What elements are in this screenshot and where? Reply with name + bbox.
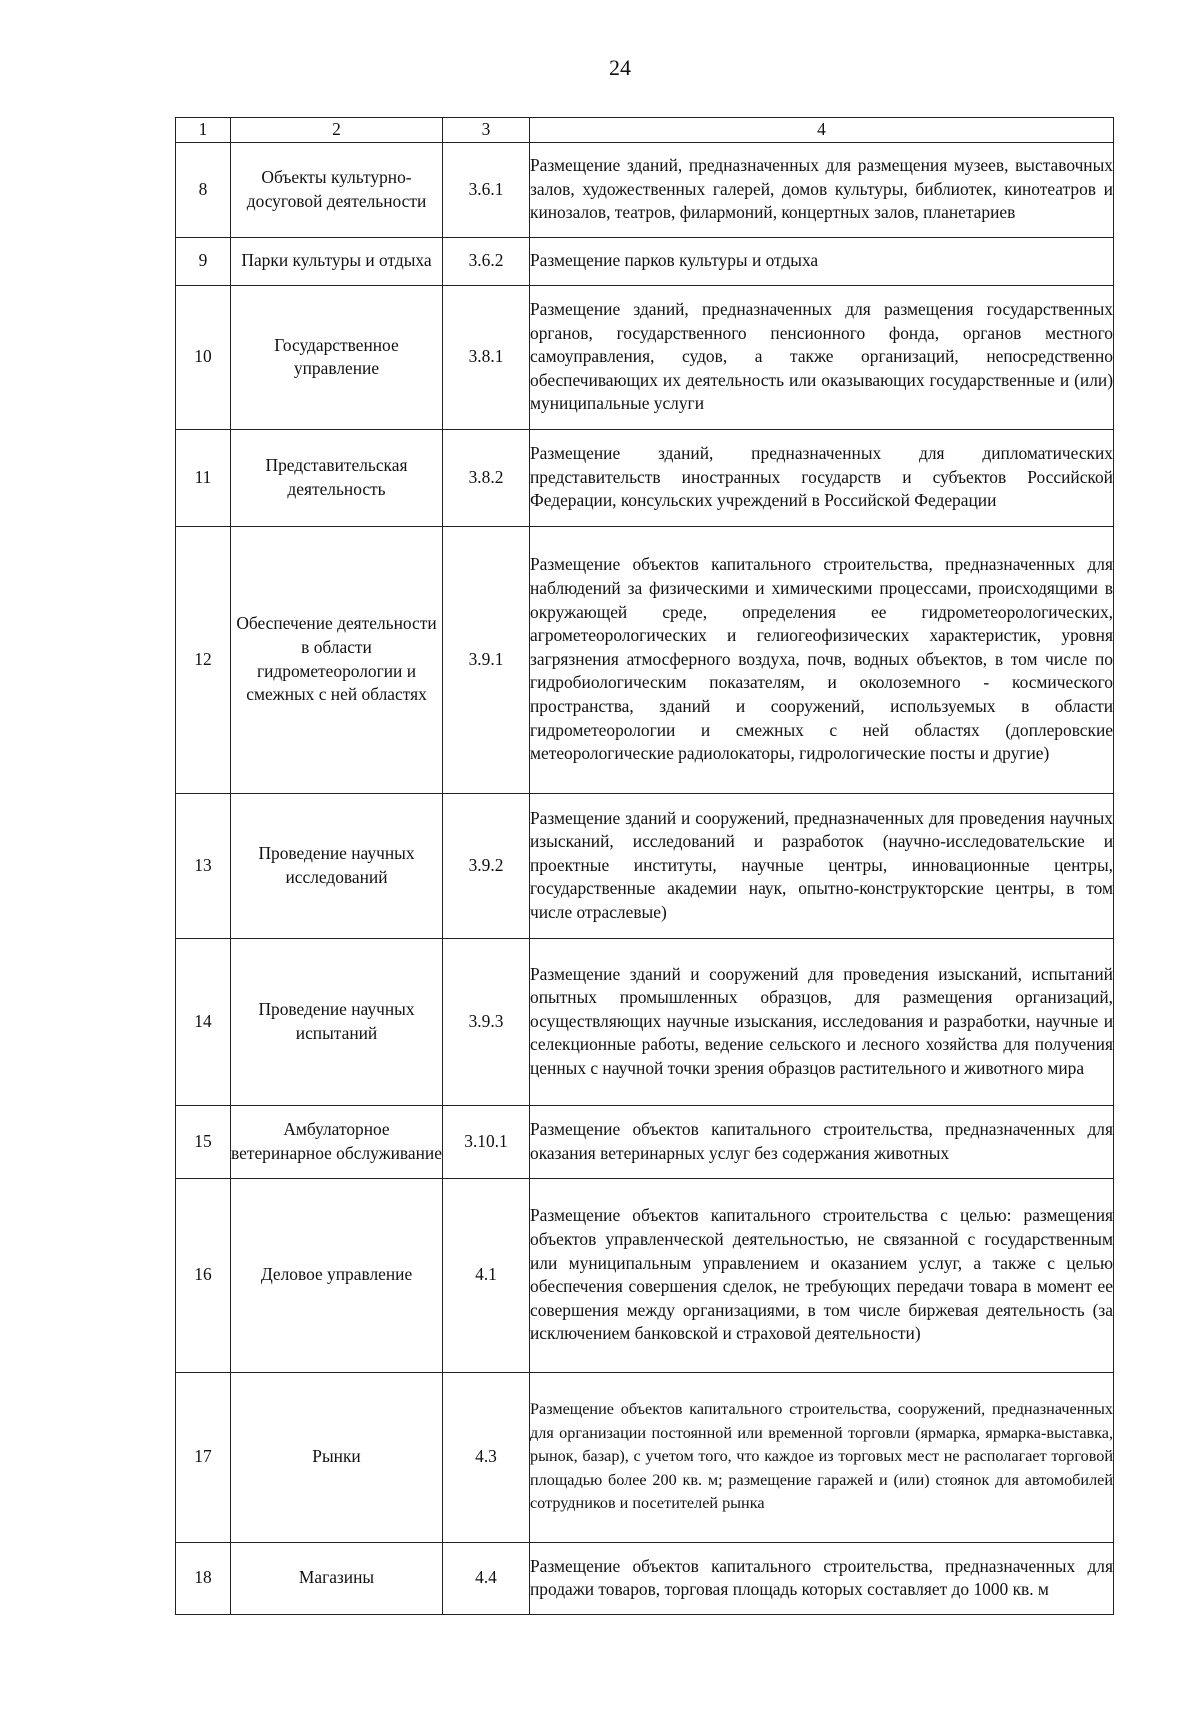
table-header-row bbox=[176, 118, 1114, 143]
row-number: 17 bbox=[176, 1372, 231, 1542]
header-cell-1: 1 bbox=[176, 118, 231, 143]
land-use-code: 3.10.1 bbox=[443, 1105, 530, 1178]
table-row bbox=[176, 429, 1114, 526]
land-use-description: Размещение парков культуры и отдыха bbox=[530, 237, 1114, 285]
row-number: 16 bbox=[176, 1178, 231, 1372]
table-row bbox=[176, 526, 1114, 793]
row-number: 9 bbox=[176, 237, 231, 285]
table-row bbox=[176, 1178, 1114, 1372]
row-number: 11 bbox=[176, 429, 231, 526]
row-number: 18 bbox=[176, 1542, 231, 1614]
land-use-description: Размещение объектов капитального строительства, предназначенных для наблюдений за физическими и химическими процессами, происходящими в окружающей среде, определения ее гидрометеорологических, агрометеорологических и гелиогеофизических характеристик, уровня загрязнения атмосферного воздуха, почв, водных объектов, в том числе по гидробиологическим показателям, и околоземного - космического пространства, зданий и сооружений, используемых в области гидрометеорологии и смежных с ней областях (доплеровские метеорологические радиолокаторы, гидрологические посты и другие) bbox=[530, 526, 1114, 793]
land-use-table bbox=[175, 117, 1114, 1615]
row-number: 12 bbox=[176, 526, 231, 793]
land-use-name: Объекты культурно-досуговой деятельности bbox=[231, 142, 443, 237]
table-row bbox=[176, 793, 1114, 938]
table-row bbox=[176, 142, 1114, 237]
table-row bbox=[176, 285, 1114, 429]
row-number: 10 bbox=[176, 285, 231, 429]
page-number: 24 bbox=[609, 55, 631, 80]
land-use-name: Представительская деятельность bbox=[231, 429, 443, 526]
table-row bbox=[176, 1372, 1114, 1542]
row-number: 8 bbox=[176, 142, 231, 237]
land-use-name: Парки культуры и отдыха bbox=[231, 237, 443, 285]
header-cell-4: 4 bbox=[530, 118, 1114, 143]
header-cell-2: 2 bbox=[231, 118, 443, 143]
land-use-name: Деловое управление bbox=[231, 1178, 443, 1372]
table-row bbox=[176, 1542, 1114, 1614]
land-use-name: Рынки bbox=[231, 1372, 443, 1542]
land-use-code: 4.1 bbox=[443, 1178, 530, 1372]
land-use-description: Размещение зданий, предназначенных для размещения государственных органов, государственного пенсионного фонда, органов местного самоуправления, судов, а также организаций, непосредственно обеспечивающих их деятельность или оказывающих государственные и (или) муниципальные услуги bbox=[530, 285, 1114, 429]
land-use-name: Проведение научных испытаний bbox=[231, 938, 443, 1105]
header-cell-3: 3 bbox=[443, 118, 530, 143]
row-number: 15 bbox=[176, 1105, 231, 1178]
land-use-description: Размещение объектов капитального строительства с целью: размещения объектов управленческой деятельностью, не связанной с государственным или муниципальным управлением и оказанием услуг, а также с целью обеспечения совершения сделок, не требующих передачи товара в момент ее совершения между организациями, в том числе биржевая деятельность (за исключением банковской и страховой деятельности) bbox=[530, 1178, 1114, 1372]
land-use-description: Размещение зданий и сооружений для проведения изысканий, испытаний опытных промышленных образцов, для размещения организаций, осуществляющих научные изыскания, исследования и разработки, научные и селекционные работы, ведение сельского и лесного хозяйства для получения ценных с научной точки зрения образцов растительного и животного мира bbox=[530, 938, 1114, 1105]
land-use-name: Амбулаторное ветеринарное обслуживание bbox=[231, 1105, 443, 1178]
land-use-code: 3.8.1 bbox=[443, 285, 530, 429]
land-use-description: Размещение объектов капитального строительства, предназначенных для оказания ветеринарных услуг без содержания животных bbox=[530, 1105, 1114, 1178]
row-number: 13 bbox=[176, 793, 231, 938]
land-use-description: Размещение зданий, предназначенных для размещения музеев, выставочных залов, художественных галерей, домов культуры, библиотек, кинотеатров и кинозалов, театров, филармоний, концертных залов, планетариев bbox=[530, 142, 1114, 237]
land-use-code: 3.6.2 bbox=[443, 237, 530, 285]
land-use-name: Обеспечение деятельности в области гидрометеорологии и смежных с ней областях bbox=[231, 526, 443, 793]
table-row bbox=[176, 237, 1114, 285]
land-use-code: 3.9.2 bbox=[443, 793, 530, 938]
land-use-code: 4.4 bbox=[443, 1542, 530, 1614]
land-use-name: Магазины bbox=[231, 1542, 443, 1614]
row-number: 14 bbox=[176, 938, 231, 1105]
land-use-code: 4.3 bbox=[443, 1372, 530, 1542]
land-use-code: 3.9.1 bbox=[443, 526, 530, 793]
land-use-description: Размещение объектов капитального строительства, предназначенных для продажи товаров, торговая площадь которых составляет до 1000 кв. м bbox=[530, 1542, 1114, 1614]
table-row bbox=[176, 938, 1114, 1105]
land-use-description: Размещение зданий, предназначенных для дипломатических представительств иностранных государств и субъектов Российской Федерации, консульских учреждений в Российской Федерации bbox=[530, 429, 1114, 526]
land-use-code: 3.9.3 bbox=[443, 938, 530, 1105]
land-use-name: Проведение научных исследований bbox=[231, 793, 443, 938]
land-use-code: 3.6.1 bbox=[443, 142, 530, 237]
land-use-name: Государственное управление bbox=[231, 285, 443, 429]
land-use-description: Размещение объектов капитального строительства, сооружений, предназначенных для организации постоянной или временной торговли (ярмарка, ярмарка-выставка, рынок, базар), с учетом того, что каждое из торговых мест не располагает торговой площадью более 200 кв. м; размещение гаражей и (или) стоянок для автомобилей сотрудников и посетителей рынка bbox=[530, 1372, 1114, 1542]
table-row bbox=[176, 1105, 1114, 1178]
land-use-code: 3.8.2 bbox=[443, 429, 530, 526]
land-use-description: Размещение зданий и сооружений, предназначенных для проведения научных изысканий, исследований и разработок (научно-исследовательские и проектные институты, научные центры, инновационные центры, государственные академии наук, опытно-конструкторские центры, в том числе отраслевые) bbox=[530, 793, 1114, 938]
